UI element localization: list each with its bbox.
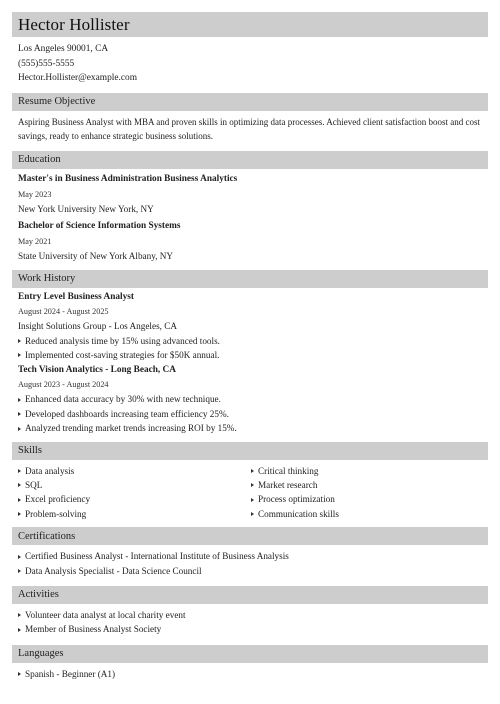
list-item: SQL [18, 478, 251, 492]
degree: Bachelor of Science Information Systems [18, 220, 181, 231]
education-date: May 2021 [18, 236, 52, 246]
resume-page [12, 12, 488, 681]
education-item [18, 220, 484, 264]
section-heading-languages: Languages [12, 645, 488, 663]
certifications-list [18, 549, 484, 578]
section-heading-certifications: Certifications [12, 527, 488, 545]
job-date: August 2024 - August 2025 [18, 306, 109, 316]
list-item: Certified Business Analyst - International Institute of Business Analysis [18, 549, 484, 563]
name-header [12, 12, 488, 37]
list-item: Process optimization [251, 492, 484, 506]
list-item: Problem-solving [18, 507, 251, 521]
contact-info [12, 42, 488, 86]
objective-section [12, 115, 488, 143]
list-item: Reduced analysis time by 15% using advanced tools. [18, 334, 484, 348]
list-item: Implemented cost-saving strategies for $50K annual. [18, 348, 484, 362]
list-item: Member of Business Analyst Society [18, 622, 484, 636]
school: New York University New York, NY [18, 203, 154, 214]
list-item: Critical thinking [251, 464, 484, 478]
list-item: Data Analysis Specialist - Data Science Council [18, 564, 484, 578]
job-bullets [18, 334, 484, 363]
activities-section [12, 608, 488, 637]
languages-list [18, 667, 484, 681]
job-date: August 2023 - August 2024 [18, 380, 109, 390]
list-item: Enhanced data accuracy by 30% with new technique. [18, 392, 484, 406]
job-title: Entry Level Business Analyst [18, 291, 134, 302]
education-section [12, 173, 488, 264]
work-history-section [12, 291, 488, 436]
address: Los Angeles 90001, CA [18, 44, 109, 54]
list-item: Data analysis [18, 464, 251, 478]
section-heading-skills: Skills [12, 442, 488, 460]
job-entry [18, 291, 484, 363]
activities-list [18, 608, 484, 637]
phone: (555)555-5555 [18, 58, 75, 69]
job-entry [18, 364, 484, 435]
certifications-section [12, 549, 488, 578]
list-item: Excel proficiency [18, 492, 251, 506]
candidate-name: Hector Hollister [18, 14, 130, 34]
list-item: Communication skills [251, 507, 484, 521]
section-heading-activities: Activities [12, 586, 488, 604]
section-heading-education: Education [12, 151, 488, 169]
education-item [18, 173, 484, 217]
list-item: Analyzed trending market trends increasing ROI by 15%. [18, 421, 484, 435]
list-item: Market research [251, 478, 484, 492]
languages-section [12, 667, 488, 681]
skills-left-column [18, 464, 251, 522]
section-heading-objective: Resume Objective [12, 93, 488, 111]
skills-right-column [251, 464, 484, 522]
education-date: May 2023 [18, 189, 52, 199]
degree: Master's in Business Administration Business Analytics [18, 173, 238, 184]
job-title: Tech Vision Analytics - Long Beach, CA [18, 365, 176, 376]
skills-section [12, 464, 488, 522]
objective-text: Aspiring Business Analyst with MBA and proven skills in optimizing data processes. Achieved client satisfaction boost and cost savings, ready to enhance strategic business solutions. [18, 116, 480, 141]
list-item: Spanish - Beginner (A1) [18, 667, 484, 681]
email: Hector.Hollister@example.com [18, 73, 138, 83]
school: State University of New York Albany, NY [18, 250, 174, 261]
list-item: Developed dashboards increasing team efficiency 25%. [18, 407, 484, 421]
list-item: Volunteer data analyst at local charity event [18, 608, 484, 622]
company: Insight Solutions Group - Los Angeles, CA [18, 320, 177, 331]
job-bullets [18, 392, 484, 435]
section-heading-work-history: Work History [12, 270, 488, 288]
